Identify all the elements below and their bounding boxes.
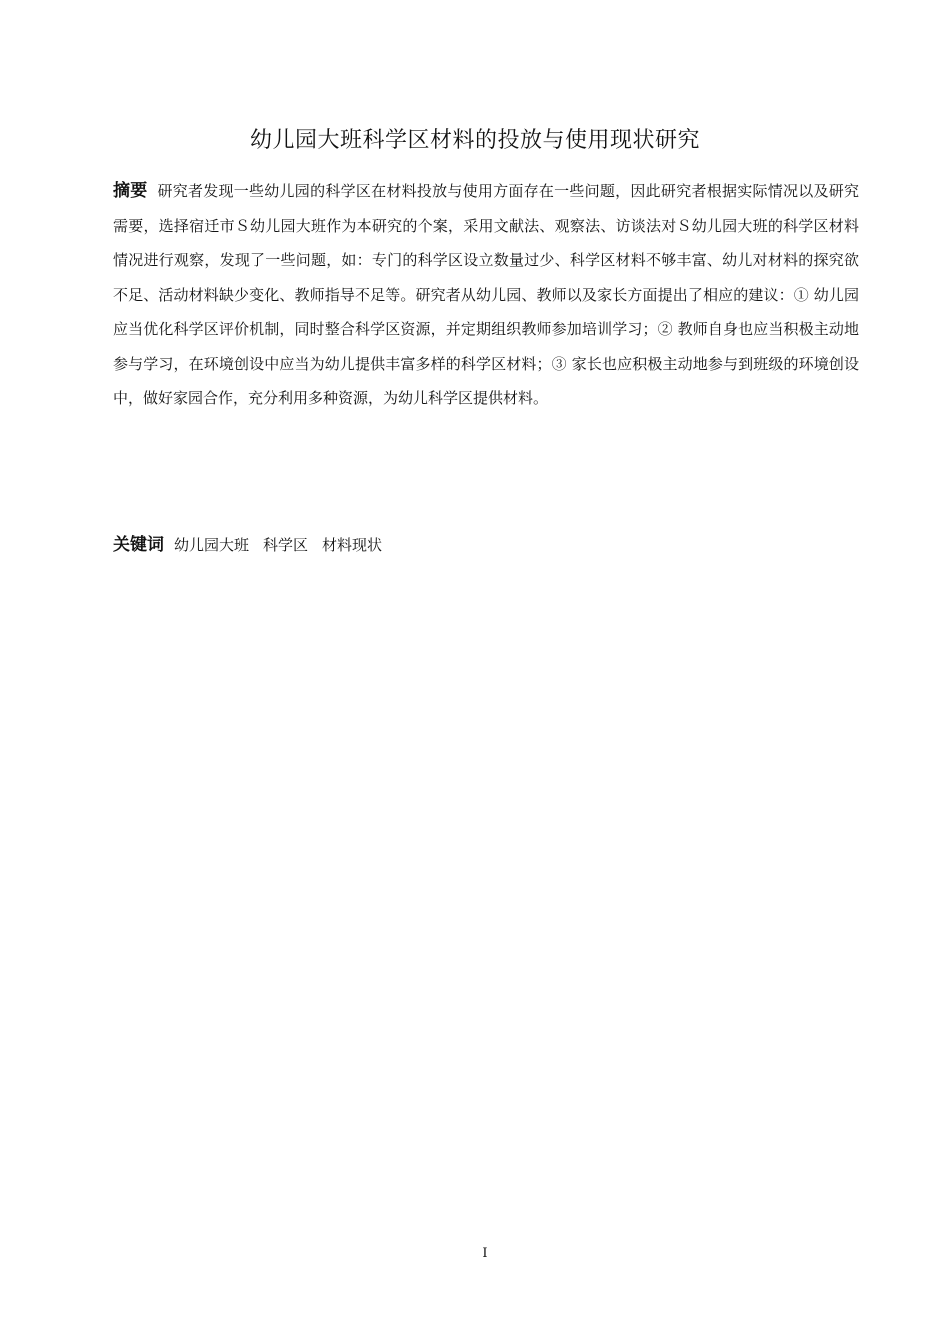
keyword-item: 幼儿园大班: [174, 536, 250, 554]
page-number: I: [482, 1246, 488, 1261]
document-title: 幼儿园大班科学区材料的投放与使用现状研究: [249, 128, 700, 153]
keyword-item: 材料现状: [322, 536, 383, 554]
abstract-text: 研究者发现一些幼儿园的科学区在材料投放与使用方面存在一些问题，因此研究者根据实际情况以及研究需要，选择宿迁市Ｓ幼儿园大班作为本研究的个案，采用文献法、观察法、访谈法对Ｓ幼儿园大班的科学区材料情况进行观察，发现了一些问题，如：专门的科学区设立数量过少、科学区材料不够丰富、幼儿对材料的探究欲不足、活动材料缺少变化、教师指导不足等。研究者从幼儿园、教师以及家长方面提出了相应的建议：① 幼儿园应当优化科学区评价机制，同时整合科学区资源，并定期组织教师参加培训学习；② 教师自身也应当积极主动地参与学习，在环境创设中应当为幼儿提供丰富多样的科学区材料；③ 家长也应积极主动地参与到班级的环境创设中，做好家园合作，充分利用多种资源，为幼儿科学区提供材料。: [113, 182, 859, 407]
abstract-paragraph: [113, 174, 859, 416]
keywords-label: 关键词: [113, 535, 164, 555]
abstract-label: 摘要: [113, 181, 148, 201]
keywords-line: [113, 530, 859, 560]
keyword-item: 科学区: [263, 536, 309, 554]
